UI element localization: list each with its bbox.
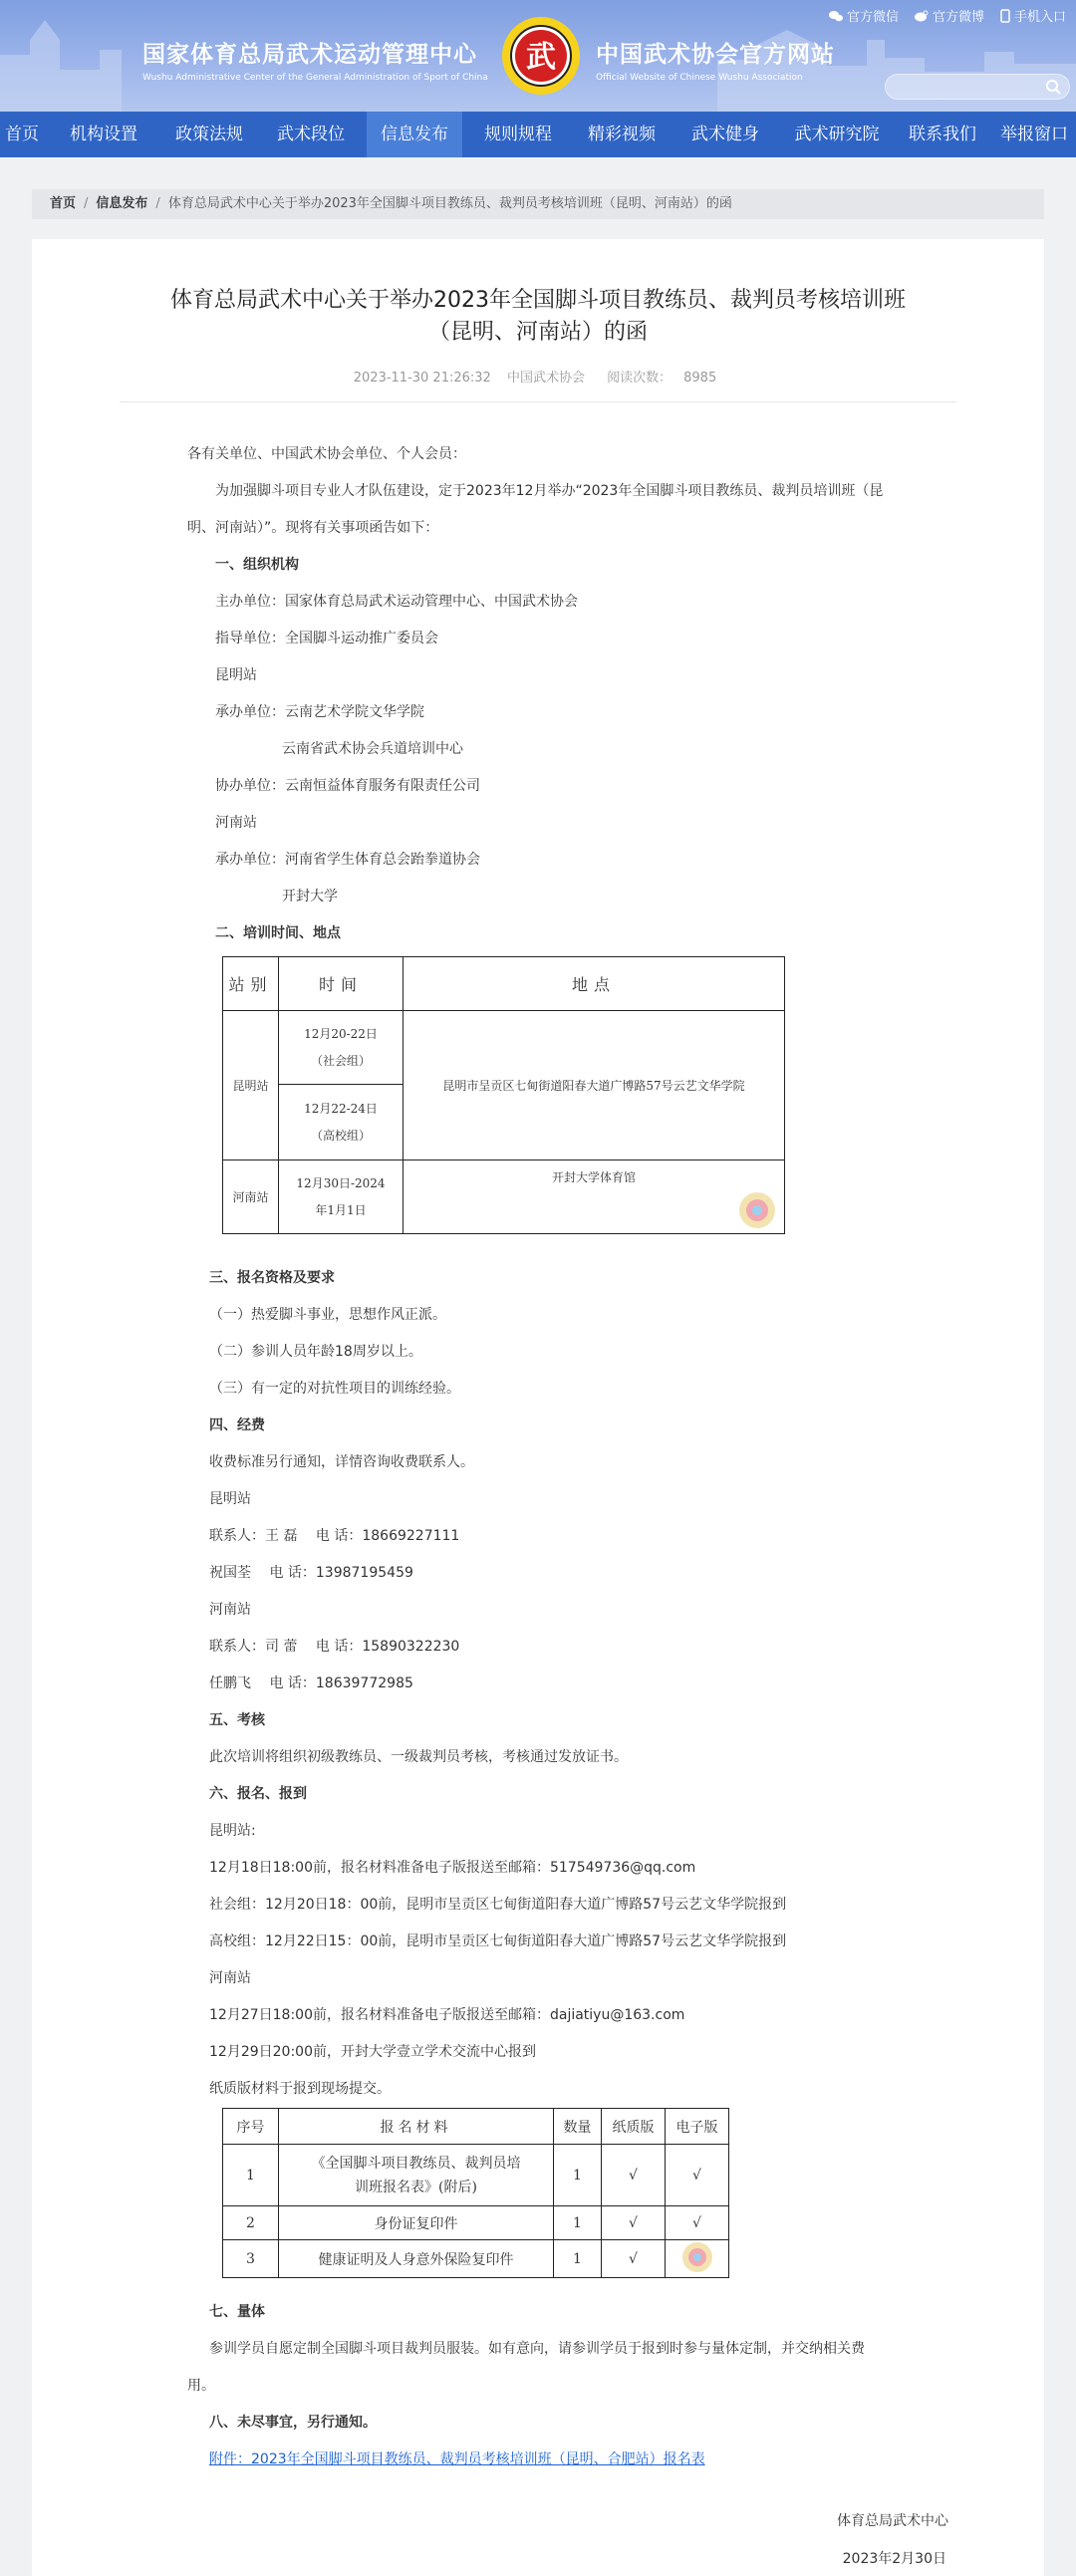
breadcrumb-home[interactable]: 首页 [50,196,77,211]
hn-undertaker-2: 开封大学 [282,889,338,904]
mobile-icon [1000,9,1010,23]
article-date: 2023-11-30 21:26:32 [353,371,491,386]
sign-org: 体育总局武术中心 [837,2513,948,2529]
intro-line-1: 为加强脚斗项目专业人才队伍建设，定于2023年12月举办“2023年全国脚斗项目教练员、裁判员培训班（昆 [215,483,884,499]
org-right-en: Official Website of Chinese Wushu Association [596,73,803,83]
reg-hn-1: 12月27日18:00前，报名材料准备电子版报送至邮箱：dajiatiyu@163.com [209,2007,685,2023]
exam-note: 此次培训将组织初级教练员、一级裁判员考核，考核通过发放证书。 [209,1749,628,1765]
section-heading-4: 四、经费 [209,1417,265,1433]
cell-r1-paper: √ [602,2145,666,2206]
cell-km-time-1: 12月20-22日 （社会组） [279,1011,404,1085]
cell-km-station: 昆明站 [223,1011,279,1160]
cell-r3-electronic [666,2240,729,2278]
fee-km-contact-2: 祝国荃 电 话：13987195459 [209,1565,413,1581]
km-co-organizer: 协办单位：云南恒益体育服务有限责任公司 [215,778,480,794]
search-input[interactable] [886,75,1035,99]
article-card [32,239,1044,2576]
nav-item-report[interactable]: 举报窗口 [1000,125,1068,144]
cell-r1-no: 1 [223,2145,279,2206]
fee-station-km: 昆明站 [209,1491,251,1507]
th-qty: 数量 [554,2109,602,2145]
section-heading-6: 六、报名、报到 [209,1786,307,1802]
th-material: 报名材料 [279,2109,554,2145]
cell-km-time-2: 12月22-24日 （高校组） [279,1085,404,1160]
breadcrumb: 首页 / 信息发布 / 体育总局武术中心关于举办2023年全国脚斗项目教练员、裁判员考核培训班（昆明、河南站）的函 [32,189,1044,219]
station-henan: 河南站 [215,815,257,831]
reg-hn-2: 12月29日20:00前，开封大学壹立学术交流中心报到 [209,2044,536,2060]
cell-hn-place: 开封大学体育馆 [404,1160,785,1234]
org-left-cn: 国家体育总局武术运动管理中心 [142,42,477,68]
weibo-link[interactable]: 官方微博 [915,6,984,25]
nav-item-research[interactable]: 武术研究院 [794,125,880,144]
measure-line-1: 参训学员自愿定制全国脚斗项目裁判员服装。如有意向，请参训学员于报到时参与量体定制，并交纳相关费 [209,2341,865,2357]
mobile-link[interactable]: 手机入口 [1000,6,1066,25]
attachment-line [187,2442,865,2478]
association-logo [501,16,581,96]
intro-line-2: 明、河南站）”。现将有关事项函告如下： [187,520,439,536]
article-source: 中国武术协会 [506,371,585,386]
org-left-en: Wushu Administrative Center of the General Administration of Sport of China [142,73,488,83]
search-box[interactable] [885,74,1070,100]
cell-hn-time: 12月30日-2024 年1月1日 [279,1160,404,1234]
article-title: 体育总局武术中心关于举办2023年全国脚斗项目教练员、裁判员考核培训班 （昆明、河南站）的函 [170,288,906,345]
org-name-right [596,36,835,83]
th-no: 序号 [223,2109,279,2145]
weibo-icon [915,10,929,22]
breadcrumb-current: 体育总局武术中心关于举办2023年全国脚斗项目教练员、裁判员考核培训班（昆明、河南站）的函 [167,196,732,211]
sign-date: 2023年2月30日 [842,2551,946,2567]
wechat-icon [829,10,843,22]
article-body [187,436,884,2478]
nav-item-policy[interactable]: 政策法规 [175,125,243,144]
cell-r3-paper: √ [602,2240,666,2278]
km-undertaker-1: 承办单位：云南艺术学院文华学院 [215,704,424,720]
search-icon[interactable] [1045,79,1061,95]
th-time: 时间 [279,957,404,1011]
section-heading-8: 八、未尽事宜，另行通知。 [209,2415,377,2431]
nav-item-rules[interactable]: 规则规程 [484,125,552,144]
org-right-cn: 中国武术协会官方网站 [596,42,835,68]
th-place: 地点 [404,957,785,1011]
cell-r3-no: 3 [223,2240,279,2278]
cell-r1-electronic: √ [666,2145,729,2206]
materials-table [222,2108,729,2278]
measure-line-2: 用。 [187,2378,215,2394]
cell-r1-qty: 1 [554,2145,602,2206]
breadcrumb-section[interactable]: 信息发布 [96,196,148,211]
decorative-sticker-icon [738,1191,776,1229]
requirement-2: （二）参训人员年龄18周岁以上。 [209,1344,422,1360]
nav-item-contact[interactable]: 联系我们 [909,125,976,144]
cell-r2-no: 2 [223,2206,279,2240]
host-unit: 主办单位：国家体育总局武术运动管理中心、中国武术协会 [215,594,578,610]
wechat-link[interactable]: 官方微信 [829,6,899,25]
cell-r3-material: 健康证明及人身意外保险复印件 [279,2240,554,2278]
th-paper: 纸质版 [602,2109,666,2145]
requirement-3: （三）有一定的对抗性项目的训练经验。 [209,1381,460,1397]
station-kunming: 昆明站 [215,667,257,683]
section-heading-1: 一、组织机构 [215,557,299,573]
decorative-sticker-icon [681,2241,713,2273]
section-heading-3: 三、报名资格及要求 [209,1270,335,1286]
cell-r1-material: 《全国脚斗项目教练员、裁判员培 训班报名表》(附后) [279,2145,554,2206]
schedule-table [222,956,785,1234]
section-heading-5: 五、考核 [209,1712,265,1728]
org-name-left [142,36,488,83]
th-station: 站别 [223,957,279,1011]
th-electronic: 电子版 [666,2109,729,2145]
cell-r3-qty: 1 [554,2240,602,2278]
requirement-1: （一）热爱脚斗事业，思想作风正派。 [209,1307,446,1323]
fee-hn-contact-1: 联系人：司 蕾 电 话：15890322230 [209,1639,460,1655]
hn-undertaker-1: 承办单位：河南省学生体育总会跆拳道协会 [215,852,480,868]
reg-station-km: 昆明站: [209,1823,256,1839]
main-nav [0,112,1076,157]
article-meta [32,367,1044,386]
site-header [0,0,1076,112]
fee-hn-contact-2: 任鹏飞 电 话：18639772985 [209,1675,413,1691]
nav-item-news[interactable]: 信息发布 [367,112,462,157]
cell-hn-station: 河南站 [223,1160,279,1234]
cell-r2-paper: √ [602,2206,666,2240]
guide-unit: 指导单位：全国脚斗运动推广委员会 [215,631,438,646]
cell-r2-qty: 1 [554,2206,602,2240]
reg-km-2: 社会组：12月20日18：00前，昆明市呈贡区七甸街道阳春大道广博路57号云艺文华学院报到 [209,1897,787,1913]
reg-km-1: 12月18日18:00前，报名材料准备电子版报送至邮箱：517549736@qq.com [209,1860,696,1876]
nav-item-home[interactable]: 首页 [5,125,39,144]
article-views: 阅读次数： 8985 [607,371,717,386]
cell-km-place: 昆明市呈贡区七甸街道阳春大道广博路57号云艺文华学院 [404,1011,785,1160]
reg-paper-note: 纸质版材料于报到现场提交。 [209,2081,391,2097]
section-heading-7: 七、量体 [209,2304,265,2320]
section-heading-2: 二、培训时间、地点 [215,925,341,941]
attachment-link[interactable]: 附件：2023年全国脚斗项目教练员、裁判员考核培训班（昆明、合肥站）报名表 [209,2451,705,2467]
divider [120,401,956,402]
reg-km-3: 高校组：12月22日15：00前，昆明市呈贡区七甸街道阳春大道广博路57号云艺文华学院报到 [209,1933,787,1949]
fee-km-contact-1: 联系人：王 磊 电 话：18669227111 [209,1528,460,1544]
fee-station-hn: 河南站 [209,1602,251,1618]
fee-note: 收费标准另行通知，详情咨询收费联系人。 [209,1454,474,1470]
cell-r2-electronic: √ [666,2206,729,2240]
nav-item-fitness[interactable]: 武术健身 [691,125,759,144]
cell-r2-material: 身份证复印件 [279,2206,554,2240]
km-undertaker-2: 云南省武术协会兵道培训中心 [282,741,463,757]
nav-item-organization[interactable]: 机构设置 [70,125,137,144]
svg-text:武: 武 [526,40,556,75]
reg-station-hn: 河南站 [209,1970,251,1986]
nav-item-videos[interactable]: 精彩视频 [588,125,656,144]
top-links [829,6,1066,25]
nav-item-duanwei[interactable]: 武术段位 [277,125,345,144]
salutation: 各有关单位、中国武术协会单位、个人会员： [187,446,466,462]
